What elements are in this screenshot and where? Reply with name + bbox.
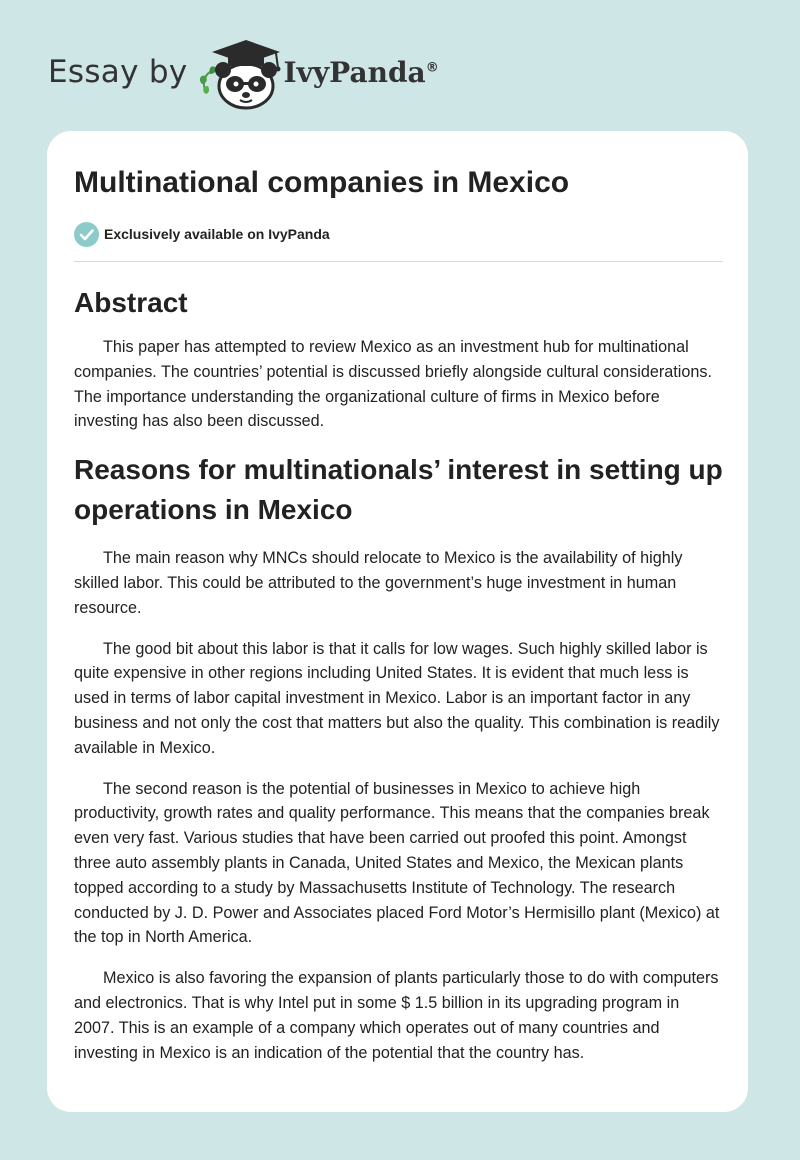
brand-header[interactable]	[48, 34, 439, 110]
exclusive-badge	[74, 221, 723, 247]
essay-body	[74, 277, 723, 1081]
paragraph: The second reason is the potential of businesses in Mexico to achieve high productivity, growth rates and quality performance. This means that the companies break even very fast. Various studies that have been carried out proofed this point. Amongst three auto assembly plants in Canada, United States and Mexico, the Mexican plants topped according to a study by Massachusetts Institute of Technology. The research conducted by J. D. Power and Associates placed Ford Motor’s Hermisillo plant (Mexico) at the top in North America.	[74, 779, 720, 947]
registered-mark: ®	[425, 60, 439, 76]
section-reasons	[74, 450, 723, 1065]
paragraph: This paper has attempted to review Mexico as an investment hub for multinational companies. The countries’ potential is discussed briefly alongside cultural considerations. The importance understanding the organizational culture of firms in Mexico before investing has also been discussed.	[74, 338, 712, 431]
paragraph: The main reason why MNCs should relocate to Mexico is the availability of highly skilled labor. This could be attributed to the government’s huge investment in human resource.	[74, 549, 683, 617]
essay-card	[47, 131, 748, 1112]
section-heading: Abstract	[74, 287, 188, 318]
check-circle-icon	[74, 222, 99, 247]
panda-logo-icon	[196, 34, 288, 110]
paragraph: The good bit about this labor is that it calls for low wages. Such highly skilled labor is quite expensive in other regions including United States. It is evident that much less is used in terms of labor capital investment in Mexico. Labor is an important factor in any business and not only the cost that matters but also the quality. This combination is readily available in Mexico.	[74, 639, 720, 757]
section-heading: Reasons for multinationals’ interest in setting up operations in Mexico	[74, 454, 723, 526]
brand-name: IvyPanda®	[283, 55, 439, 89]
exclusive-label: Exclusively available on IvyPanda	[104, 226, 330, 242]
section-abstract	[74, 283, 723, 434]
divider	[74, 261, 723, 262]
paragraph: Mexico is also favoring the expansion of plants particularly those to do with computers and electronics. That is why Intel put in some $ 1.5 billion in its upgrading program in 2007. This is an example of a company which operates out of many countries and investing in Mexico is an indication of the potential that the country has.	[74, 969, 719, 1062]
brand-prefix: Essay by	[48, 54, 188, 90]
page-title: Multinational companies in Mexico	[74, 166, 570, 199]
